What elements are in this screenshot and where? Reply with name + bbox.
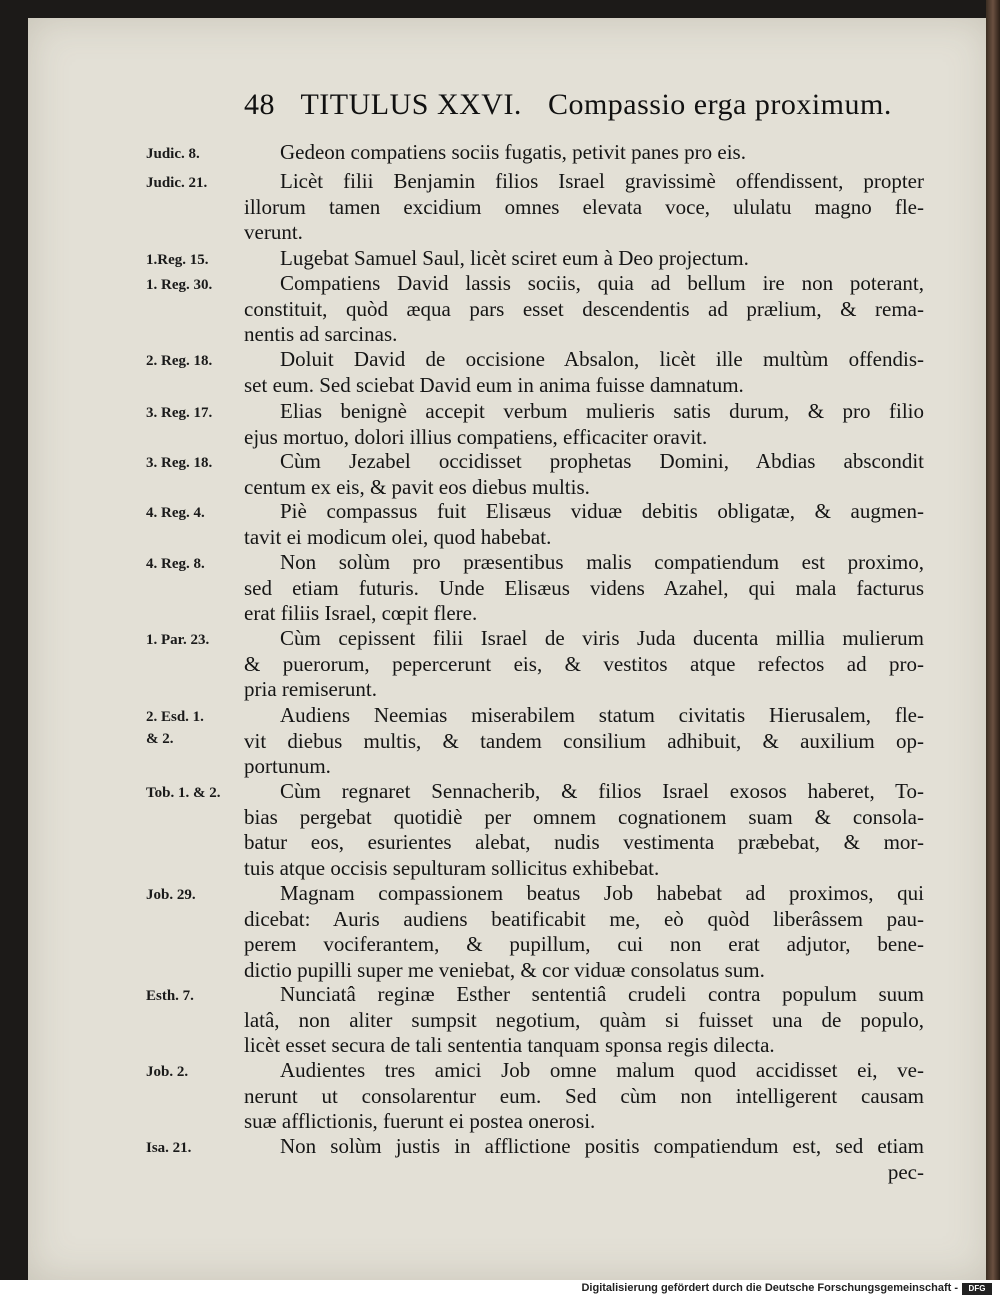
text-line: Doluit David de occisione Absalon, licèt ille multùm offendis- [280, 347, 924, 371]
text-line: Compatiens David lassis sociis, quia ad bellum ire non poterant, [280, 271, 924, 295]
paragraph [244, 881, 924, 983]
margin-reference: 4. Reg. 4. [146, 505, 205, 521]
margin-reference: 1.Reg. 15. [146, 252, 209, 268]
margin-reference: Tob. 1. & 2. [146, 785, 221, 801]
text-line: Licèt filii Benjamin filios Israel gravissimè offendissent, propter [280, 169, 924, 193]
book-edge [986, 0, 1000, 1280]
paragraph [244, 626, 924, 703]
paragraph [244, 449, 924, 500]
chapter-subtitle: Compassio erga proximum. [547, 88, 892, 121]
margin-reference-continued: & 2. [146, 731, 174, 747]
text-line: Non solùm justis in afflictione positis compatiendum est, sed etiam [280, 1134, 924, 1158]
chapter-title: TITULUS XXVI. [300, 88, 522, 121]
paragraph [244, 271, 924, 348]
text-line: illorum tamen excidium omnes elevata voce, ululatu magno fle- [244, 194, 924, 219]
footer-credit: Digitalisierung gefördert durch die Deutsche Forschungsgemeinschaft - [581, 1282, 958, 1294]
margin-reference: 2. Reg. 18. [146, 353, 213, 369]
text-line: Cùm Jezabel occidisset prophetas Domini, Abdias abscondit [280, 449, 924, 473]
text-line: licèt esset secura de tali sententia tanquam sponsa regis dilecta. [244, 1033, 775, 1057]
margin-reference: 1. Reg. 30. [146, 277, 213, 293]
text-line: Non solùm pro præsentibus malis compatiendum est proximo, [280, 550, 924, 574]
text-line: pec- [887, 1159, 924, 1184]
text-line: Audiens Neemias miserabilem statum civitatis Hierusalem, fle- [280, 703, 924, 727]
text-line: Cùm cepissent filii Israel de viris Juda ducenta millia mulierum [280, 626, 924, 650]
text-line: Nunciatâ reginæ Esther sententiâ crudeli contra populum suum [280, 982, 924, 1006]
text-line: portunum. [244, 754, 331, 778]
text-line: nerunt ut consolarentur eum. Sed cùm non intelligerent causam [244, 1083, 924, 1108]
margin-reference: Job. 2. [146, 1064, 189, 1080]
text-line: & puerorum, pepercerunt eis, & vestitos atque refectos ad pro- [244, 651, 924, 676]
text-line: erat filiis Israel, cœpit flere. [244, 601, 478, 625]
text-line: sed etiam futuris. Unde Elisæus videns Azahel, qui mala facturus [244, 575, 924, 600]
text-line: Cùm regnaret Sennacherib, & filios Israel exosos haberet, To- [280, 779, 924, 803]
text-line: set eum. Sed sciebat David eum in anima fuisse damnatum. [244, 372, 744, 397]
text-line: Elias benignè accepit verbum mulieris satis durum, & pro filio [280, 399, 924, 423]
text-line: nentis ad sarcinas. [244, 322, 398, 346]
margin-reference: 2. Esd. 1. [146, 709, 204, 725]
text-line: Lugebat Samuel Saul, licèt sciret eum à Deo projectum. [280, 246, 749, 270]
text-line: latâ, non aliter sumpsit negotium, quàm si fuisset una de populo, [244, 1007, 924, 1032]
text-line: centum ex eis, & pavit eos diebus multis. [244, 474, 590, 499]
text-line: vit diebus multis, & tandem consilium adhibuit, & auxilium op- [244, 728, 924, 753]
text-line: dicebat: Auris audiens beatificabit me, eò quòd liberâssem pau- [244, 906, 924, 931]
paragraph [244, 399, 924, 450]
margin-reference: Judic. 8. [146, 146, 200, 162]
text-line: verunt. [244, 220, 303, 244]
margin-reference: Esth. 7. [146, 988, 194, 1004]
text-line: dictio pupilli super me veniebat, & cor viduæ consolatus sum. [244, 957, 765, 982]
text-line: Magnam compassionem beatus Job habebat ad proximos, qui [280, 881, 924, 905]
paragraph [244, 982, 924, 1059]
text-line: Audientes tres amici Job omne malum quod accidisset ei, ve- [280, 1058, 924, 1082]
paragraph [244, 246, 924, 272]
margin-reference: 3. Reg. 18. [146, 455, 213, 471]
margin-reference: Job. 29. [146, 887, 196, 903]
paragraph [244, 499, 924, 550]
text-line: Gedeon compatiens sociis fugatis, petivit panes pro eis. [280, 140, 746, 164]
text-line: Piè compassus fuit Elisæus viduæ debitis obligatæ, & augmen- [280, 499, 924, 523]
page-number: 48 [244, 88, 275, 121]
paragraph [244, 169, 924, 246]
text-line: perem vociferantem, & pupillum, cui non erat adjutor, bene- [244, 932, 924, 956]
paragraph [244, 550, 924, 627]
paragraph [244, 140, 924, 166]
margin-reference: Judic. 21. [146, 175, 208, 191]
footer-bar [0, 1280, 1000, 1298]
text-line: batur eos, esurientes alebat, nudis vestimenta præbebat, & mor- [244, 830, 924, 854]
text-line: tavit ei modicum olei, quod habebat. [244, 524, 552, 549]
margin-reference: 1. Par. 23. [146, 632, 210, 648]
text-line: ejus mortuo, dolori illius compatiens, efficaciter oravit. [244, 424, 708, 449]
paragraph [244, 1058, 924, 1135]
paragraph [244, 347, 924, 398]
text-line: pria remiserunt. [244, 677, 377, 701]
text-line: constituit, quòd æqua pars esset descendentis ad prælium, & rema- [244, 296, 924, 321]
text-line: bias pergebat quotidiè per omnem cognationem suam & consola- [244, 804, 924, 829]
text-line: tuis atque occisis sepulturam sollicitus exhibebat. [244, 855, 660, 880]
margin-reference: 3. Reg. 17. [146, 405, 213, 421]
running-header [244, 88, 892, 122]
paragraph [244, 703, 924, 780]
margin-reference: 4. Reg. 8. [146, 556, 205, 572]
paragraph [244, 779, 924, 881]
text-line: suæ afflictionis, fuerunt ei postea onerosi. [244, 1109, 596, 1133]
margin-reference: Isa. 21. [146, 1140, 192, 1156]
paragraph [244, 1134, 924, 1185]
dfg-logo: DFG [962, 1283, 992, 1295]
